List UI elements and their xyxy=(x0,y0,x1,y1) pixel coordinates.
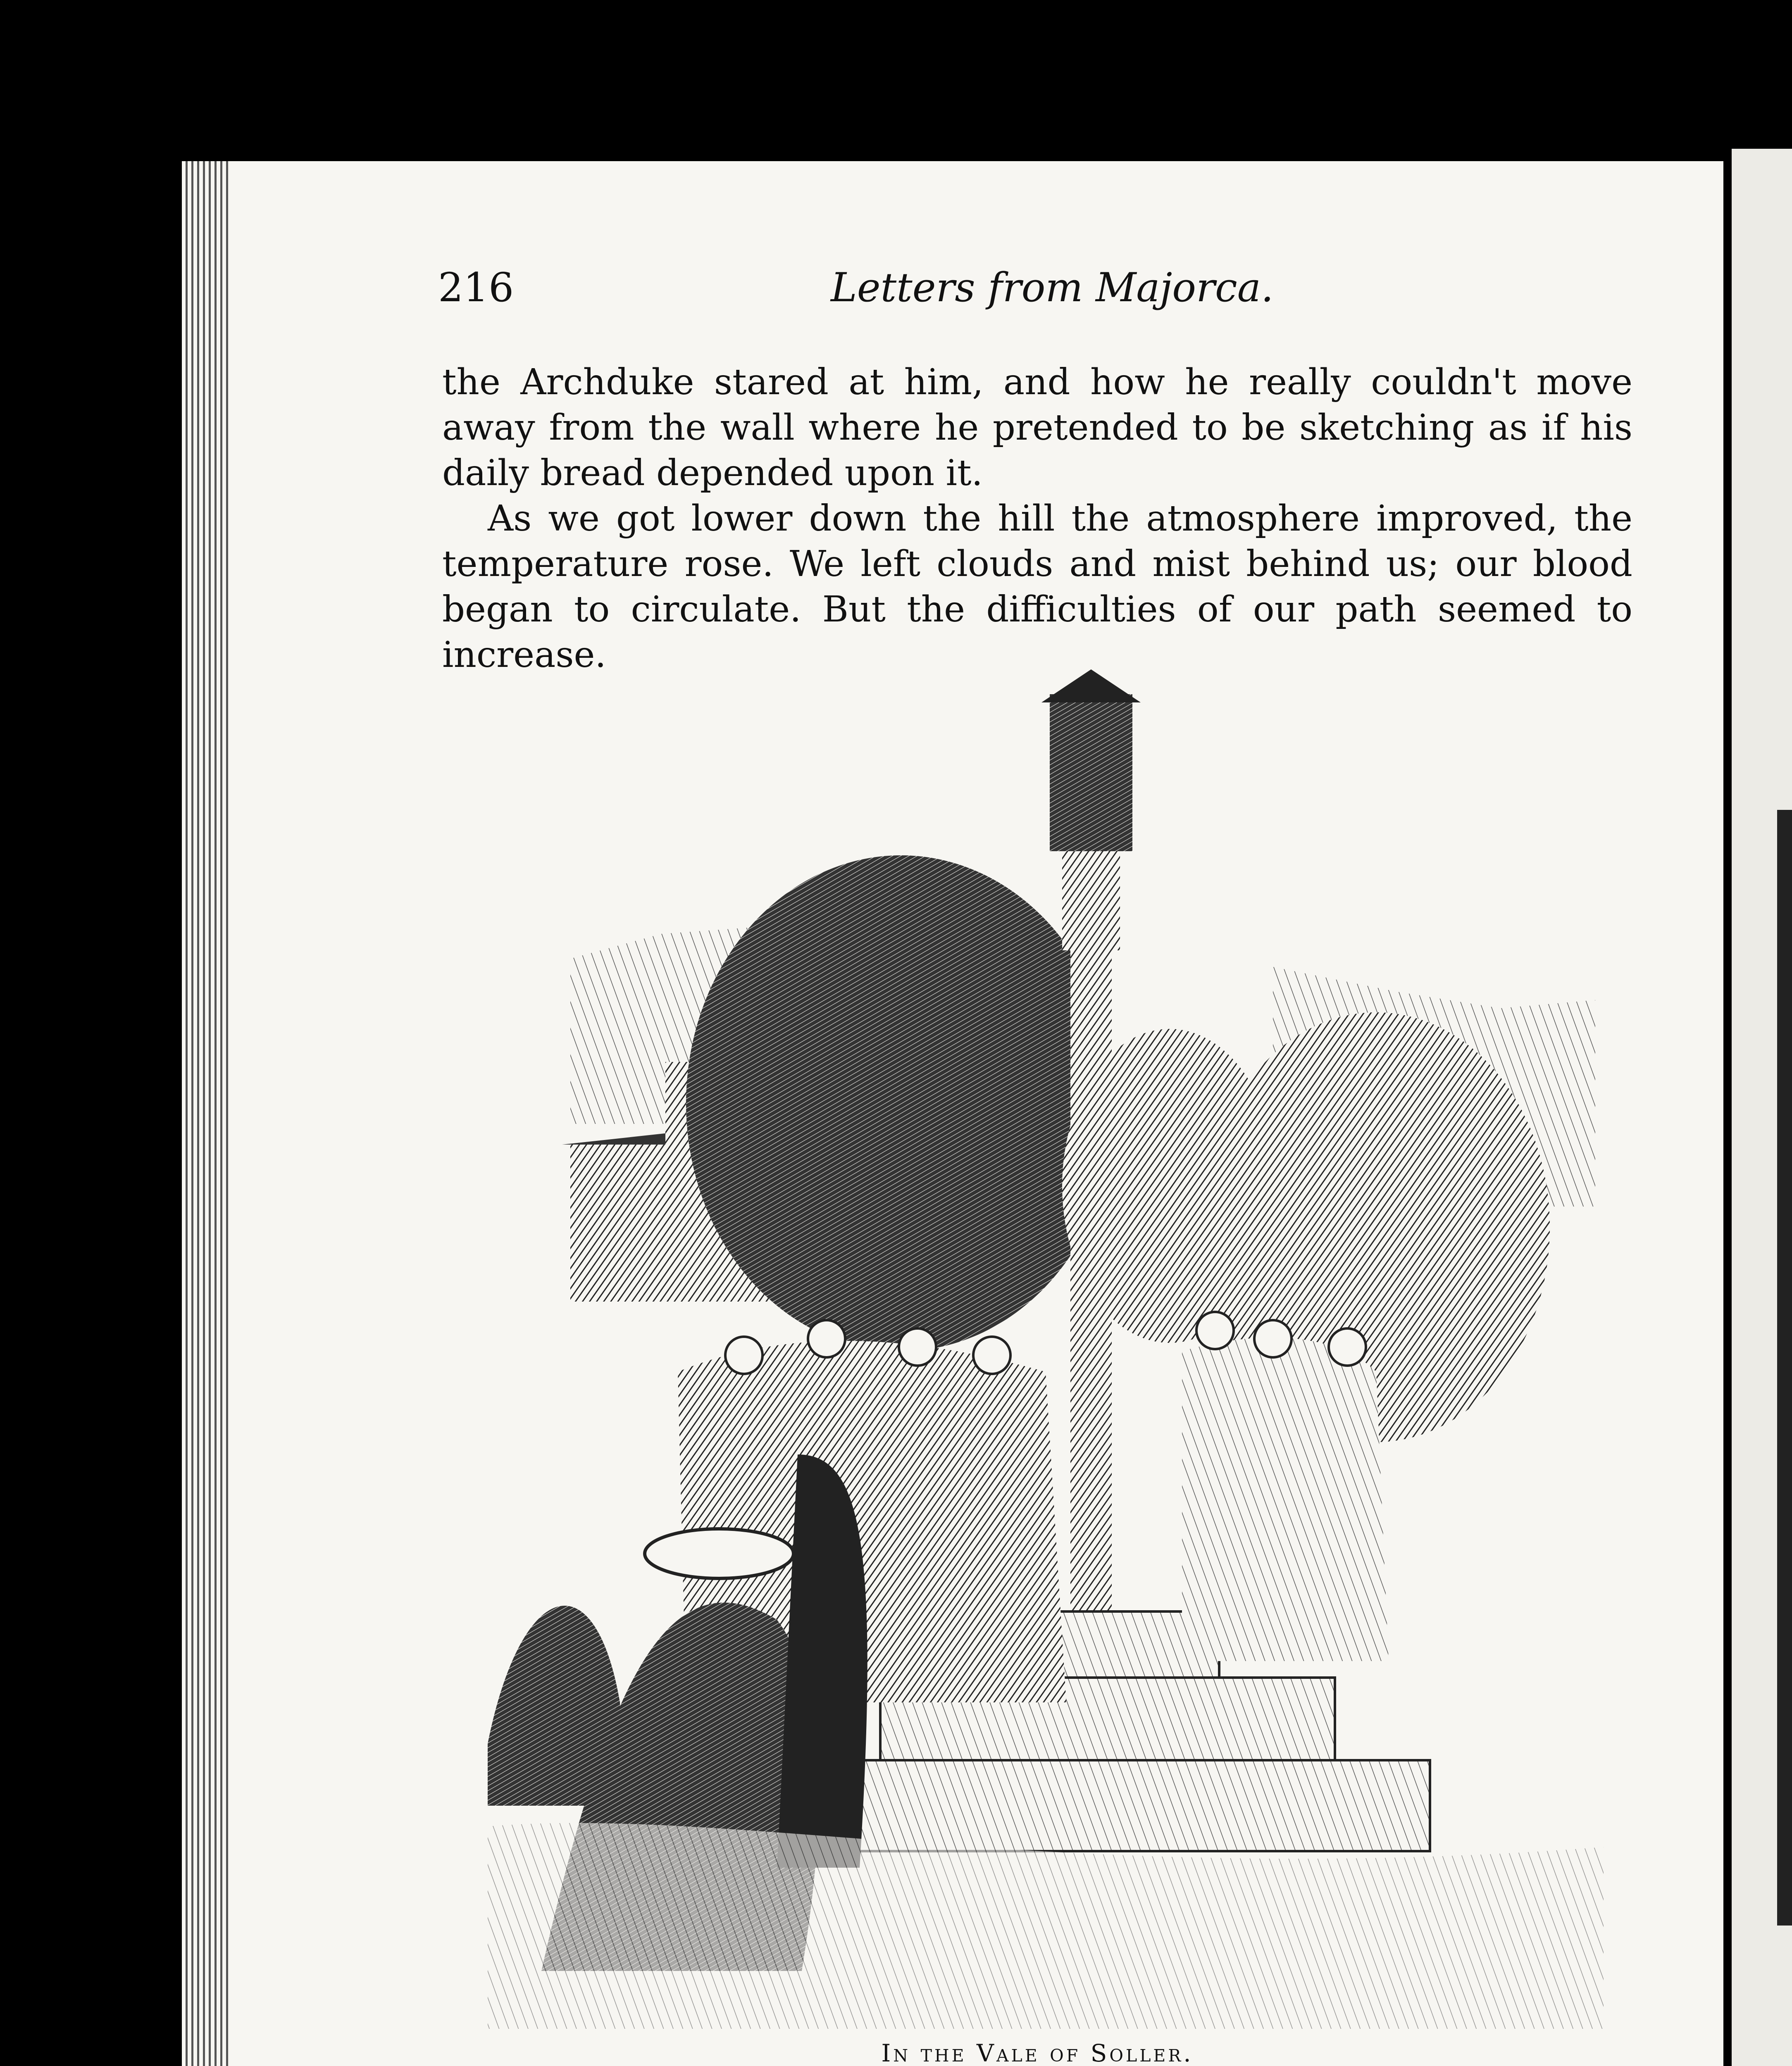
engraving-illustration xyxy=(488,669,1612,2029)
ground xyxy=(488,1823,1604,2029)
paragraph: As we got lower down the hill the atmosphere improved, the temperature rose. We left clouds and mist behind us; our blood began to circulate. But the difficulties of our path seemed to increase. xyxy=(442,498,1632,676)
facing-page-edge xyxy=(1732,149,1792,2066)
page-edge-lines xyxy=(182,161,231,2066)
text-block-top xyxy=(442,359,1632,678)
illustration-caption: In the Vale of Soller. xyxy=(881,2039,1194,2066)
running-head xyxy=(438,264,1637,322)
paragraph: the Archduke stared at him, and how he really couldn't move away from the wall where he pretended to be sketching as if his daily bread depended upon it. xyxy=(442,362,1632,494)
facing-page-shadow xyxy=(1777,810,1792,1926)
book-title: Letters from Majorca. xyxy=(831,264,1274,311)
page-number: 216 xyxy=(438,264,514,311)
